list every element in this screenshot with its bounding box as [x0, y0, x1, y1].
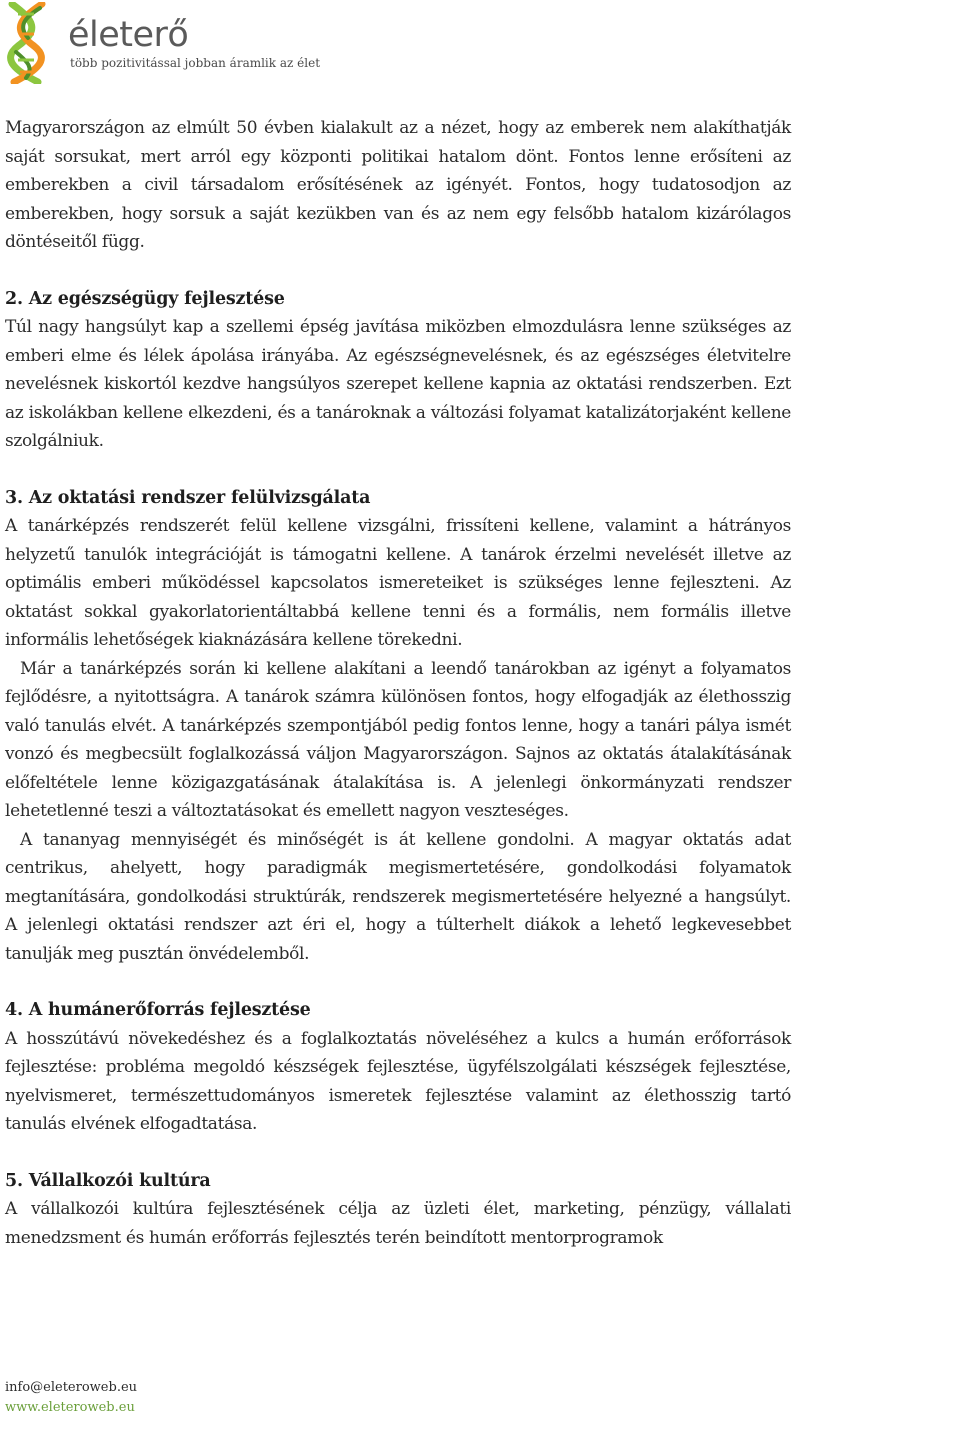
section-heading-human-resources: 4. A humánerőforrás fejlesztése: [5, 1000, 311, 1020]
dna-helix-logo-icon: [4, 2, 54, 84]
page-footer: [5, 1378, 137, 1418]
section-heading-enterprise-culture: 5. Vállalkozói kultúra: [5, 1170, 211, 1191]
footer-email-link[interactable]: info@eleteroweb.eu: [5, 1380, 138, 1395]
footer-website-link[interactable]: www.eleteroweb.eu: [5, 1400, 135, 1415]
brand-tagline: több pozitivitással jobban áramlik az élet: [70, 56, 321, 70]
intro-paragraph: Magyarországon az elmúlt 50 évben kialakult az a nézet, hogy az emberek nem alakíthatják saját sorsukat, mert arról egy központi politikai hatalom dönt. Fontos lenne erősíteni az emberekben a civil társadalom erősítésének az igényét. Fontos, hogy tudatosodjon az emberekben, hogy sorsuk a saját kezükben van és az nem egy felsőbb hatalom kizárólagos döntéseitől függ.: [5, 118, 791, 252]
section-paragraph: A vállalkozói kultúra fejlesztésének célja az üzleti élet, marketing, pénzügy, vállalati menedzsment és humán erőforrás fejlesztés terén beindított mentorprogramok: [5, 1199, 791, 1248]
section-paragraph: Túl nagy hangsúlyt kap a szellemi épség javítása miközben elmozdulásra lenne szükséges az emberi elme és lélek ápolása irányába. Az egészségnevelésnek, és az egészséges életvitelre nevelésnek kiskortól kezdve hangsúlyos szerepet kellene kapnia az oktatási rendszerben. Ezt az iskolákban kellene elkezdeni, és a tanároknak a változási folyamat katalizátorjaként kellene szolgálniuk.: [5, 317, 791, 451]
section-paragraph: Már a tanárképzés során ki kellene alakítani a leendő tanárokban az igényt a folyamatos fejlődésre, a nyitottságra. A tanárok számra különösen fontos, hogy elfogadják az élethosszig való tanulás elvét. A tanárképzés szempontjából pedig fontos lenne, hogy a tanári pálya ismét vonzó és megbecsült foglalkozássá váljon Magyarországon. Sajnos az oktatás átalakításának előfeltétele lenne közigazgatásának átalakítása is. A jelenlegi önkormányzati rendszer lehetetlenné teszi a változtatásokat és emellett nagyon veszteséges.: [5, 658, 791, 821]
section-heading-health: 2. Az egészségügy fejlesztése: [5, 288, 285, 309]
section-paragraph: A tanárképzés rendszerét felül kellene vizsgálni, frissíteni kellene, valamint a hátrányos helyzetű tanulók integrációját is támogatni kellene. A tanárok érzelmi nevelését illetve az optimális emberi működéssel kapcsolatos ismereteiket is szükséges lenne fejleszteni. Az oktatást sokkal gyakorlatorientáltabbá kellene tenni és a formális, nem formális illetve informális lehetőségek kiaknázására kellene törekedni.: [5, 516, 791, 650]
section-heading-education: 3. Az oktatási rendszer felülvizsgálata: [5, 487, 371, 508]
article-body: [5, 114, 791, 1252]
section-paragraph: A hosszútávú növekedéshez és a foglalkoztatás növeléséhez a kulcs a humán erőforrások fejlesztése: probléma megoldó készségek fejlesztése, ügyfélszolgálati készségek fejlesztése, nyelvismeret, természettudományos ismeretek fejlesztése valamint az élethosszig tartó tanulás elvének elfogadtatása.: [5, 1028, 791, 1134]
brand-name: életerő: [68, 15, 189, 55]
page-header: [0, 0, 400, 90]
section-paragraph: A tananyag mennyiségét és minőségét is át kellene gondolni. A magyar oktatás adat centrikus, ahelyett, hogy paradigmák megismertetésére, gondolkodási folyamatok megtanítására, gondolkodási struktúrák, rendszerek megismertetésére helyezné a hangsúlyt. A jelenlegi oktatási rendszer azt éri el, hogy a túlterhelt diákok a lehető legkevesebbet tanulják meg pusztán önvédelemből.: [5, 829, 791, 964]
